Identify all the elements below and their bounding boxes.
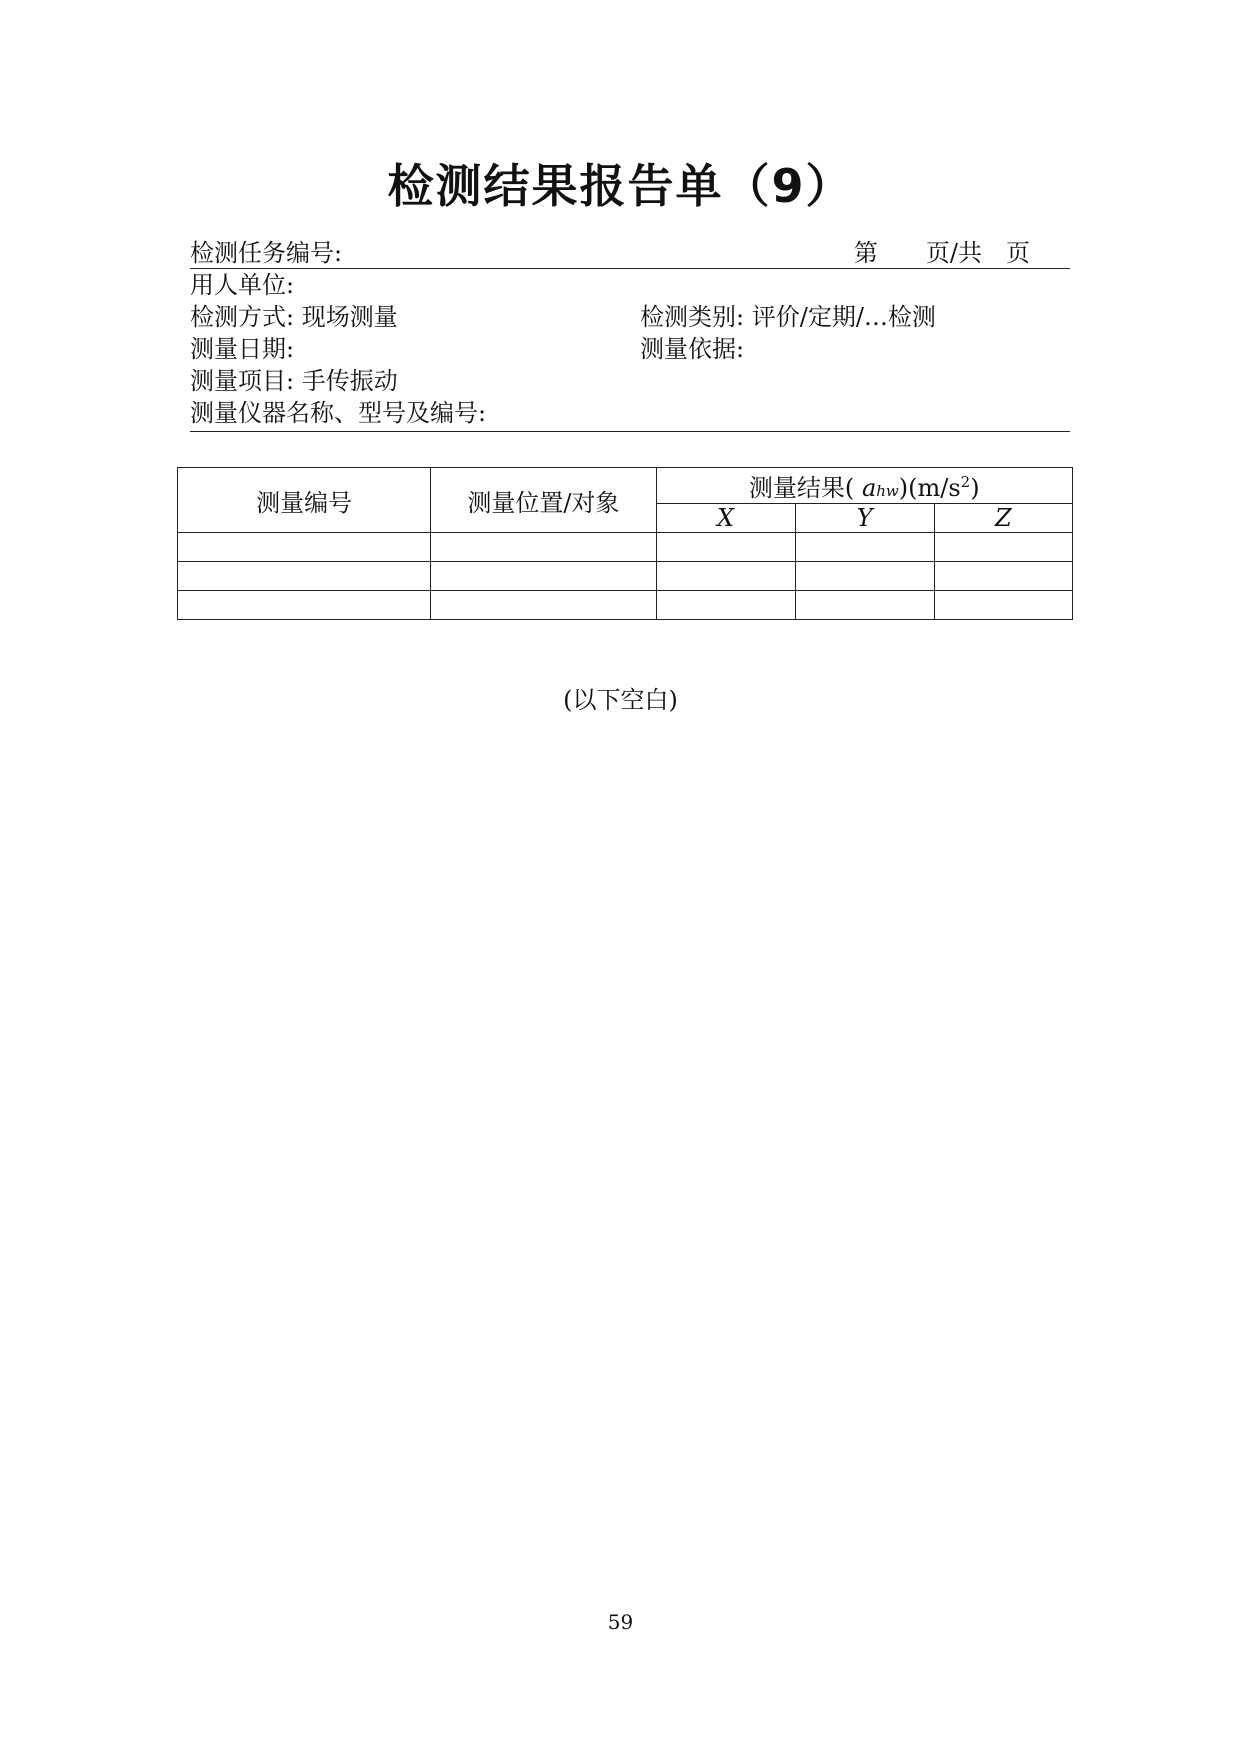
- col-position-header: 测量位置/对象: [431, 468, 656, 533]
- report-title: 检测结果报告单（9）: [387, 159, 854, 213]
- employer-label: 用人单位:: [190, 271, 295, 299]
- result-subscript: hw: [876, 482, 899, 500]
- category-label: 检测类别:: [640, 303, 745, 331]
- col-number-header: 测量编号: [178, 468, 431, 533]
- table-cell: [431, 562, 656, 591]
- category-field: [640, 302, 936, 332]
- basis-label: 测量依据:: [640, 335, 745, 363]
- col-result-header: [656, 468, 1073, 504]
- table-cell: [656, 591, 795, 620]
- table-cell: [795, 562, 934, 591]
- result-exponent: 2: [960, 473, 971, 491]
- results-table: [177, 467, 1073, 620]
- table-cell: [934, 591, 1072, 620]
- method-field: [190, 302, 398, 332]
- page-info: 第 页/共 页: [853, 239, 1030, 267]
- table-row: [178, 533, 1073, 562]
- table-cell: [934, 533, 1072, 562]
- table-cell: [795, 533, 934, 562]
- task-number-label: 检测任务编号:: [190, 239, 343, 267]
- axis-z-header: Z: [934, 504, 1072, 533]
- category-value: 评价/定期/…检测: [751, 303, 936, 331]
- result-prefix: 测量结果(: [748, 474, 855, 502]
- result-symbol: a: [861, 474, 877, 502]
- header-top-rule: [190, 268, 1070, 269]
- table-cell: [431, 533, 656, 562]
- date-label: 测量日期:: [190, 335, 295, 363]
- item-value: 手传振动: [301, 367, 398, 395]
- table-cell: [656, 562, 795, 591]
- table-row: [178, 591, 1073, 620]
- result-suffix: ): [970, 474, 980, 502]
- table-header-row: [178, 468, 1073, 504]
- axis-x-header: X: [656, 504, 795, 533]
- item-field: [190, 366, 398, 396]
- table-row: [178, 562, 1073, 591]
- blank-below-note: (以下空白): [563, 686, 678, 714]
- table-cell: [656, 533, 795, 562]
- page-number: 59: [607, 1610, 634, 1634]
- table-cell: [178, 562, 431, 591]
- method-value: 现场测量: [301, 303, 398, 331]
- table-cell: [795, 591, 934, 620]
- result-unit: )(m/s: [898, 474, 961, 502]
- header-bottom-rule: [190, 431, 1070, 432]
- table-cell: [178, 533, 431, 562]
- table-cell: [431, 591, 656, 620]
- instrument-label: 测量仪器名称、型号及编号:: [190, 399, 487, 427]
- method-label: 检测方式:: [190, 303, 295, 331]
- axis-y-header: Y: [795, 504, 934, 533]
- table-cell: [178, 591, 431, 620]
- item-label: 测量项目:: [190, 367, 295, 395]
- table-cell: [934, 562, 1072, 591]
